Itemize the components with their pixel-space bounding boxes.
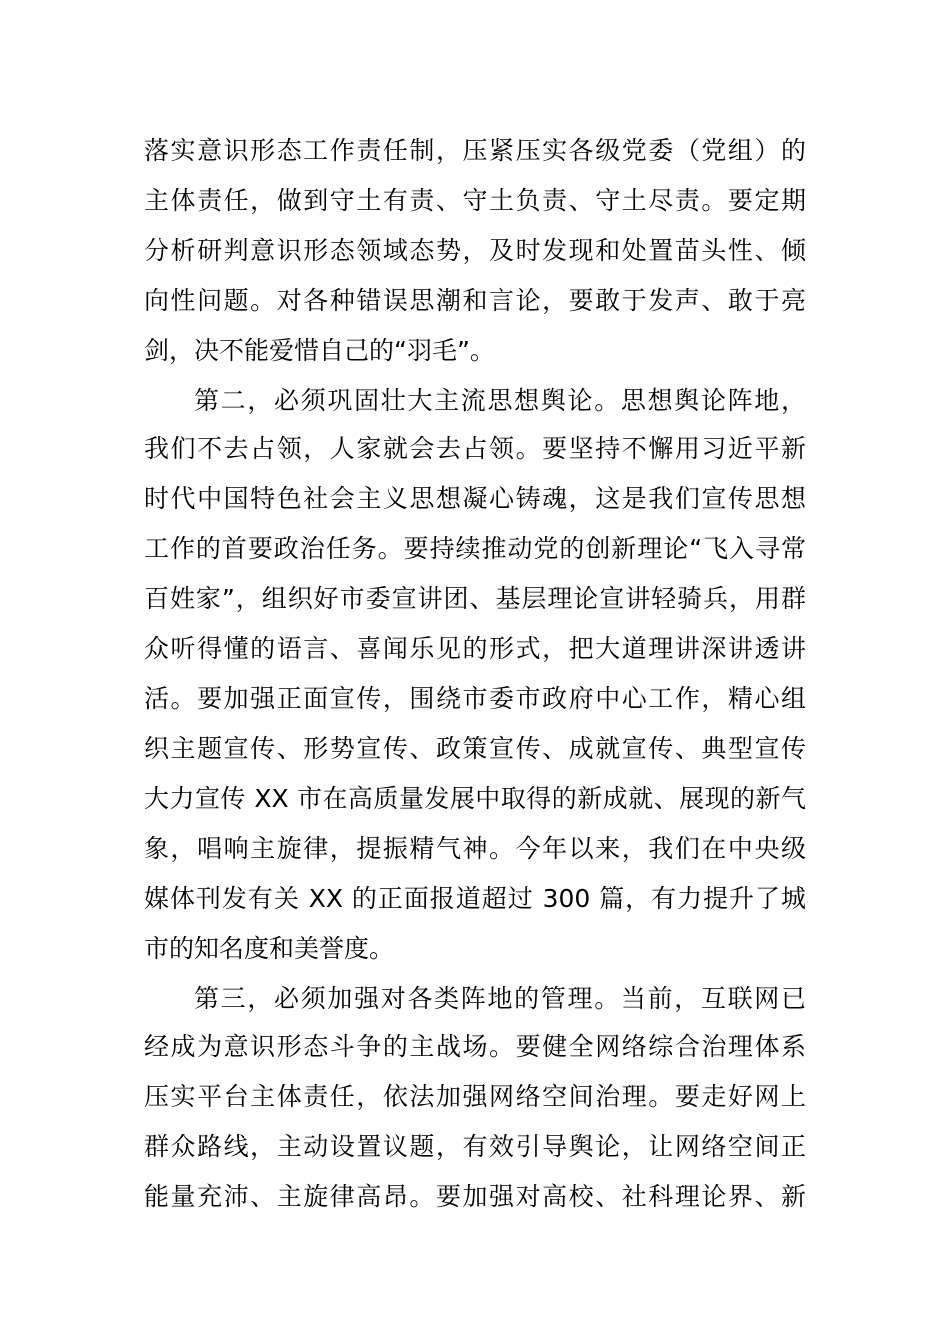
text-line: 落实意识形态工作责任制，压紧压实各级党委（党组）的 [144, 136, 806, 165]
text-line: 群众路线，主动设置议题，有效引导舆论，让网络空间正 [144, 1132, 806, 1161]
text-line: 活。要加强正面宣传，围绕市委市政府中心工作，精心组 [144, 684, 806, 713]
text-line: 大力宣传 XX 市在高质量发展中取得的新成就、展现的新气 [144, 784, 806, 813]
text-line: 向性问题。对各种错误思潮和言论，要敢于发声、敢于亮 [144, 286, 806, 315]
text-line: 我们不去占领，人家就会去占领。要坚持不懈用习近平新 [144, 434, 806, 463]
text-line: 象，唱响主旋律，提振精气神。今年以来，我们在中央级 [144, 834, 806, 863]
text-line: 织主题宣传、形势宣传、政策宣传、成就宣传、典型宣传 [144, 734, 806, 763]
paragraph-first-line: 第三，必须加强对各类阵地的管理。当前，互联网已 [194, 984, 806, 1013]
text-line: 压实平台主体责任，依法加强网络空间治理。要走好网上 [144, 1082, 806, 1111]
text-line: 经成为意识形态斗争的主战场。要健全网络综合治理体系 [144, 1032, 806, 1061]
text-line: 主体责任，做到守土有责、守土负责、守土尽责。要定期 [144, 186, 806, 215]
text-line: 分析研判意识形态领域态势，及时发现和处置苗头性、倾 [144, 236, 806, 265]
text-line: 工作的首要政治任务。要持续推动党的创新理论“飞入寻常 [144, 534, 806, 563]
text-line: 百姓家”，组织好市委宣讲团、基层理论宣讲轻骑兵，用群 [144, 584, 806, 613]
text-line: 剑，决不能爱惜自己的“羽毛”。 [144, 336, 495, 365]
paragraph-first-line: 第二，必须巩固壮大主流思想舆论。思想舆论阵地， [194, 386, 806, 415]
text-line: 市的知名度和美誉度。 [144, 934, 395, 963]
text-line: 能量充沛、主旋律高昂。要加强对高校、社科理论界、新 [144, 1182, 806, 1211]
text-line: 时代中国特色社会主义思想凝心铸魂，这是我们宣传思想 [144, 484, 806, 513]
text-line: 媒体刊发有关 XX 的正面报道超过 300 篇，有力提升了城 [144, 884, 806, 913]
text-line: 众听得懂的语言、喜闻乐见的形式，把大道理讲深讲透讲 [144, 634, 806, 663]
